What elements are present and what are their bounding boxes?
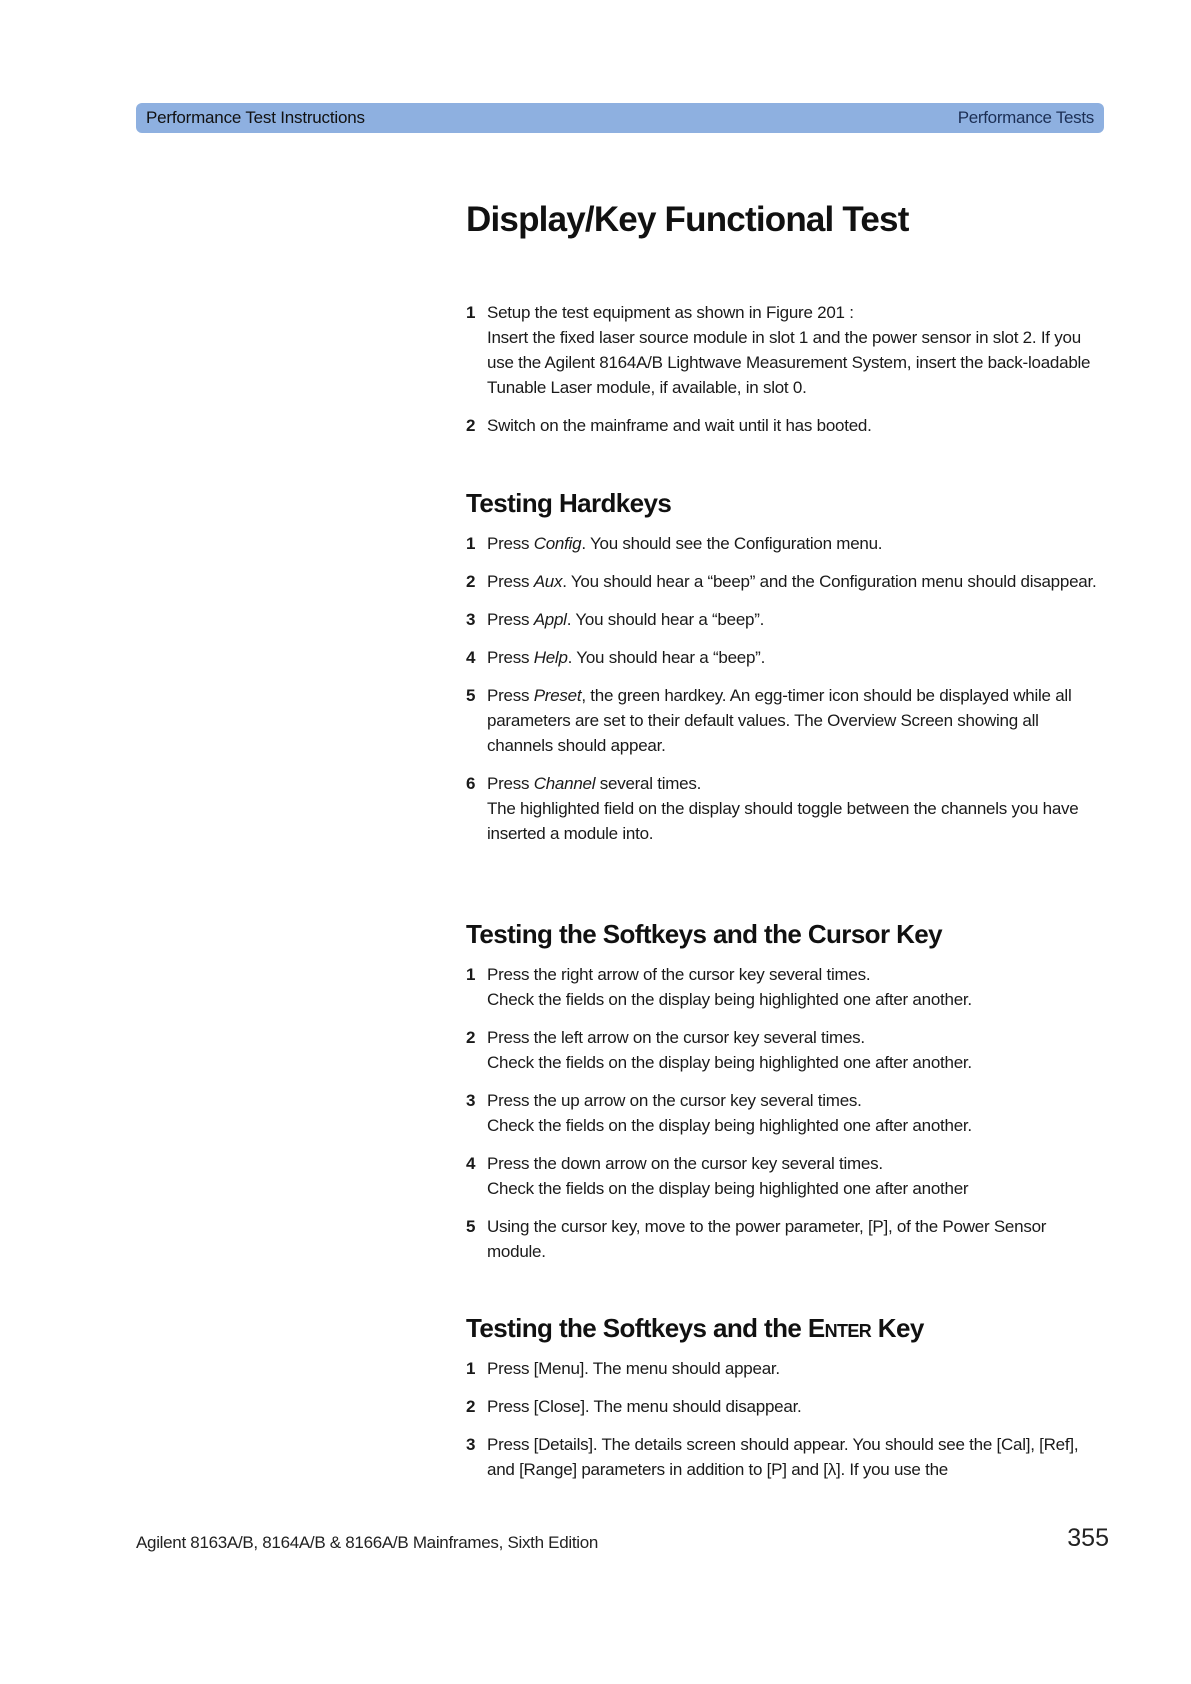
step-item	[466, 1088, 1106, 1138]
step-detail: Check the fields on the display being highlighted one after another.	[487, 990, 972, 1009]
step-text	[487, 300, 1106, 400]
step-text-part: Using the cursor key, move to the power parameter, [P], of the Power Sensor module.	[487, 1217, 1047, 1261]
step-text	[487, 1151, 1106, 1201]
section-title-hardkeys: Testing Hardkeys	[466, 488, 672, 518]
step-text-part: . You should hear a “beep”.	[566, 610, 765, 629]
step-detail: Check the fields on the display being highlighted one after another.	[487, 1053, 972, 1072]
running-header	[136, 103, 1104, 133]
step-text-part: Press	[487, 774, 534, 793]
key-name: Channel	[533, 774, 596, 793]
section-title-part: Testing the Softkeys and the	[466, 1313, 808, 1343]
step-item	[466, 413, 1106, 438]
step-number: 1	[466, 1359, 476, 1378]
step-text-part: Setup the test equipment as shown in Figure 201 :	[487, 303, 854, 322]
step-text-part: Press the down arrow on the cursor key several times.	[487, 1154, 883, 1173]
hardkeys-step-list	[466, 531, 1106, 859]
step-text	[487, 1025, 1106, 1075]
step-text-part: . You should see the Configuration menu.	[581, 534, 883, 553]
step-item	[466, 1432, 1106, 1482]
step-text	[487, 569, 1106, 594]
step-text	[487, 1356, 1106, 1381]
intro-step-list	[466, 300, 1106, 451]
step-number: 3	[466, 1091, 476, 1110]
step-number: 2	[466, 416, 476, 435]
step-text	[487, 1088, 1106, 1138]
step-number: 5	[466, 1217, 476, 1236]
step-item	[466, 1151, 1106, 1201]
step-text	[487, 1214, 1106, 1264]
step-detail: Check the fields on the display being highlighted one after another.	[487, 1116, 972, 1135]
step-item	[466, 1025, 1106, 1075]
step-text-part: Press [Close]. The menu should disappear.	[487, 1397, 802, 1416]
step-text-part: Press	[487, 648, 534, 667]
step-text-part: Press the up arrow on the cursor key several times.	[487, 1091, 862, 1110]
step-item	[466, 771, 1106, 846]
page-number: 355	[1067, 1524, 1109, 1552]
step-detail: Insert the fixed laser source module in slot 1 and the power sensor in slot 2. If you use the Agilent 8164A/B Lightwave Measurement System, insert the back-loadable Tunable Laser module, if available, in slot 0.	[487, 328, 1091, 397]
step-item	[466, 1394, 1106, 1419]
step-item	[466, 645, 1106, 670]
step-text-part: Press [Details]. The details screen should appear. You should see the [Cal], [Ref], and [Range] parameters in addition to [P] and [λ]. If you use the	[487, 1435, 1079, 1479]
step-number: 2	[466, 1028, 476, 1047]
step-text-part: . You should hear a “beep”.	[567, 648, 766, 667]
step-item	[466, 569, 1106, 594]
key-name: Config	[533, 534, 582, 553]
step-number: 2	[466, 572, 476, 591]
step-number: 6	[466, 774, 476, 793]
footer-document-title: Agilent 8163A/B, 8164A/B & 8166A/B Mainframes, Sixth Edition	[136, 1533, 599, 1552]
section-title-part: Key	[871, 1313, 924, 1343]
step-text	[487, 645, 1106, 670]
step-number: 2	[466, 1397, 476, 1416]
step-item	[466, 962, 1106, 1012]
step-number: 1	[466, 534, 476, 553]
step-number: 5	[466, 686, 476, 705]
step-text-part: Switch on the mainframe and wait until it has booted.	[487, 416, 872, 435]
step-detail: The highlighted field on the display should toggle between the channels you have inserted a module into.	[487, 799, 1079, 843]
step-text	[487, 683, 1106, 758]
section-title-cursor-key: Testing the Softkeys and the Cursor Key	[466, 919, 942, 949]
step-text-part: Press the right arrow of the cursor key several times.	[487, 965, 871, 984]
step-text-part: several times.	[595, 774, 702, 793]
step-text-part: Press the left arrow on the cursor key several times.	[487, 1028, 865, 1047]
key-name: Appl	[533, 610, 567, 629]
step-number: 3	[466, 1435, 476, 1454]
step-text-part: Press	[487, 534, 534, 553]
step-text-part: . You should hear a “beep” and the Configuration menu should disappear.	[562, 572, 1097, 591]
cursor-key-step-list	[466, 962, 1106, 1277]
step-text	[487, 962, 1106, 1012]
step-text-part: Press	[487, 686, 534, 705]
key-name: Aux	[533, 572, 563, 591]
step-item	[466, 607, 1106, 632]
header-chapter-title: Performance Test Instructions	[146, 108, 365, 127]
key-name: Preset	[533, 686, 582, 705]
step-text	[487, 771, 1106, 846]
key-name: Help	[533, 648, 568, 667]
step-text	[487, 1394, 1106, 1419]
step-text	[487, 1432, 1106, 1482]
page-title: Display/Key Functional Test	[466, 200, 909, 239]
section-title-enter-key	[466, 1313, 924, 1344]
step-text-part: Press	[487, 610, 534, 629]
step-text	[487, 607, 1106, 632]
step-number: 1	[466, 965, 476, 984]
step-number: 4	[466, 1154, 476, 1173]
step-item	[466, 683, 1106, 758]
step-item	[466, 1356, 1106, 1381]
step-item	[466, 300, 1106, 400]
step-item	[466, 531, 1106, 556]
step-number: 4	[466, 648, 476, 667]
step-detail: Check the fields on the display being highlighted one after another	[487, 1179, 969, 1198]
step-text-part: Press [Menu]. The menu should appear.	[487, 1359, 780, 1378]
step-text-part: , the green hardkey. An egg-timer icon should be displayed while all parameters are set to their default values. The Overview Screen showing all channels should appear.	[487, 686, 1072, 755]
enter-key-step-list	[466, 1356, 1106, 1495]
step-text-part: Press	[487, 572, 534, 591]
enter-key-smallcaps: Enter	[807, 1313, 872, 1343]
header-section-title: Performance Tests	[957, 108, 1094, 127]
step-text	[487, 531, 1106, 556]
step-number: 3	[466, 610, 476, 629]
step-number: 1	[466, 303, 476, 322]
step-item	[466, 1214, 1106, 1264]
step-text	[487, 413, 1106, 438]
